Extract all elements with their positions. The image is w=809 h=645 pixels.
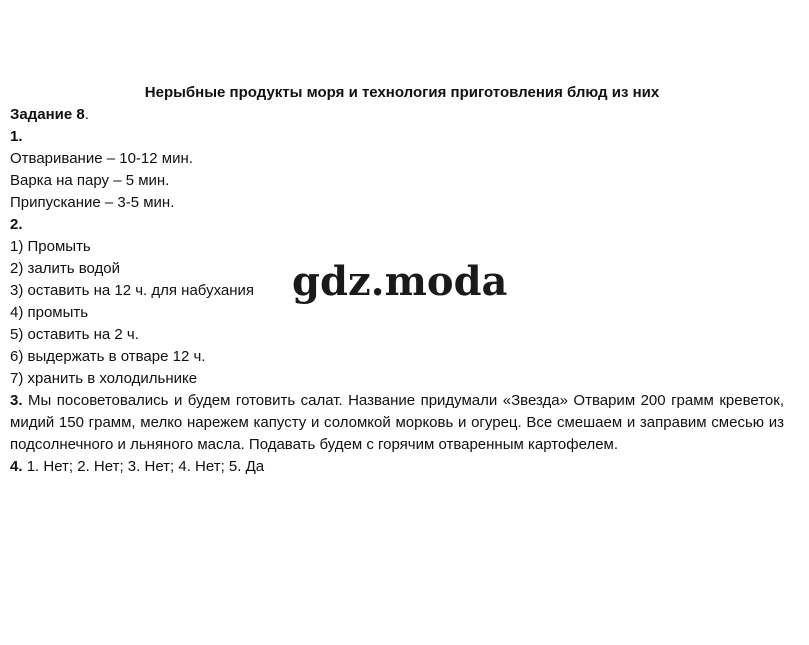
section-2-step-1: 1) Промыть (10, 238, 91, 255)
task-suffix: . (84, 106, 89, 123)
section-3-number: 3. (10, 392, 23, 409)
section-2-number: 2. (10, 216, 23, 233)
document-title: Нерыбные продукты моря и технология приготовления блюд из них (144, 84, 660, 101)
task-heading (10, 104, 784, 126)
section-2-step-3: 3) оставить на 12 ч. для набухания (10, 282, 255, 299)
section-4-number: 4. (10, 458, 23, 475)
section-2-step-5: 5) оставить на 2 ч. (10, 326, 139, 343)
section-3-text: Мы посоветовались и будем готовить салат. Название придумали «Звезда» Отварим 200 грамм креветок, мидий 150 грамм, мелко нарежем капусту и соломкой морковь и огурец. Все смешаем и заправим смесью из подсолнечного и льняного масла. Подавать будем с горячим отваренным картофелем. (10, 392, 784, 453)
section-1-number: 1. (10, 128, 23, 145)
section-4-text: 1. Нет; 2. Нет; 3. Нет; 4. Нет; 5. Да (26, 458, 265, 475)
section-2-step-7: 7) хранить в холодильнике (10, 370, 198, 387)
section-3-paragraph (10, 390, 784, 456)
section-1-line-1: Отваривание – 10-12 мин. (10, 150, 193, 167)
section-2-step-4: 4) промыть (10, 304, 89, 321)
watermark-logo: gdz.moda (292, 258, 508, 305)
section-2-step-6: 6) выдержать в отваре 12 ч. (10, 348, 206, 365)
section-2-step-2: 2) залить водой (10, 260, 120, 277)
task-label: Задание 8 (10, 106, 85, 123)
section-1-line-2: Варка на пару – 5 мин. (10, 172, 170, 189)
section-1-line-3: Припускание – 3-5 мин. (10, 194, 175, 211)
section-4-line (10, 456, 784, 478)
